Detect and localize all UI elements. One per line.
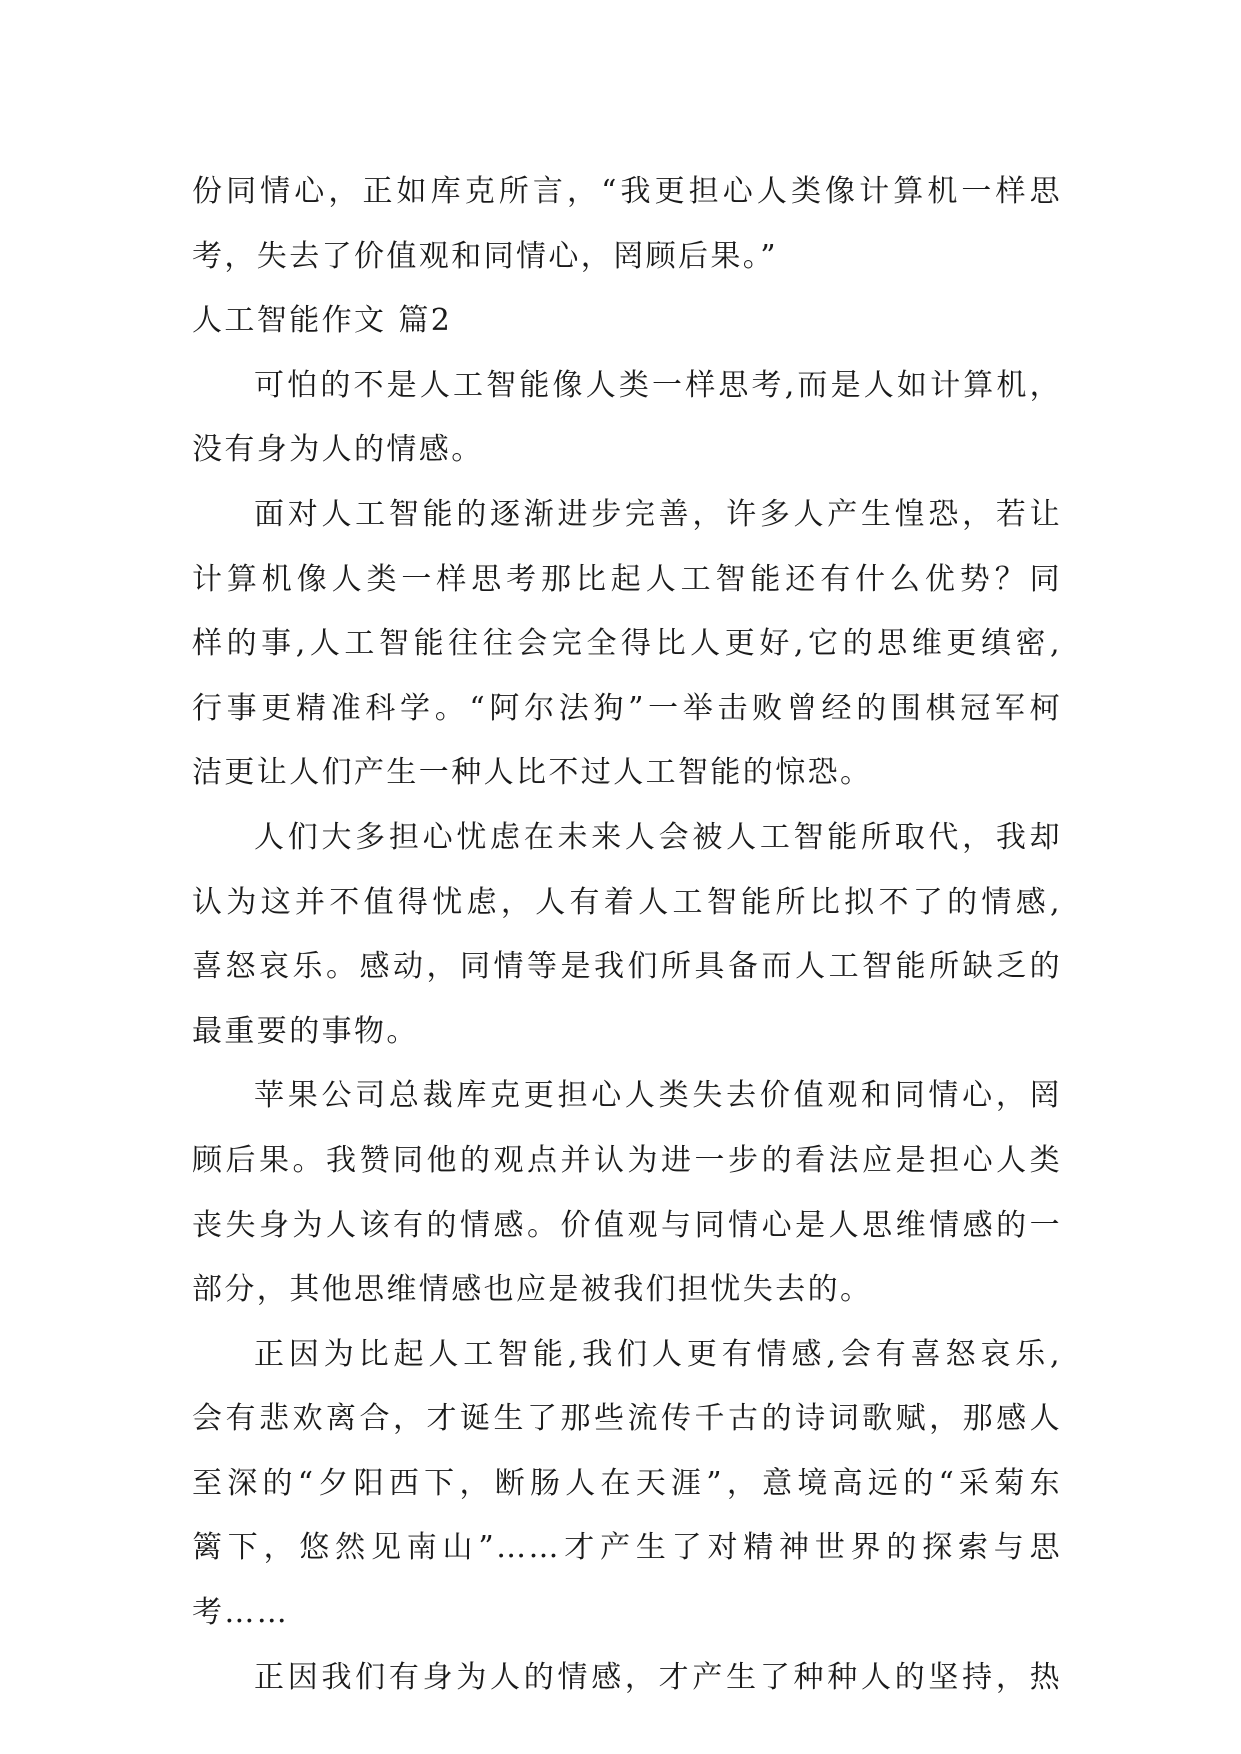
text-line: 苹果公司总裁库克更担心人类失去价值观和同情心，罔	[254, 1078, 1062, 1114]
paragraph	[192, 1064, 1062, 1322]
document-body	[192, 160, 1062, 1710]
text-line: 洁更让人们产生一种人比不过人工智能的惊恐。	[192, 755, 873, 791]
text-line: 面对人工智能的逐渐进步完善，许多人产生惶恐，若让	[254, 496, 1062, 532]
text-line: 丧失身为人该有的情感。价值观与同情心是人思维情感的一	[192, 1207, 1062, 1243]
text-line: 计算机像人类一样思考那比起人工智能还有什么优势？同	[192, 561, 1062, 597]
text-line: 部分，其他思维情感也应是被我们担忧失去的。	[192, 1272, 873, 1308]
text-line: 样的事,人工智能往往会完全得比人更好,它的思维更缜密,	[192, 626, 1062, 662]
paragraph	[192, 1323, 1062, 1646]
text-line: 认为这并不值得忧虑，人有着人工智能所比拟不了的情感,	[192, 884, 1062, 920]
paragraph	[192, 483, 1062, 806]
paragraph	[192, 354, 1062, 483]
text-line: 考，失去了价值观和同情心，罔顾后果。”	[192, 238, 778, 274]
text-line: 考……	[192, 1595, 290, 1631]
paragraph	[192, 1646, 1062, 1711]
intro-paragraph	[192, 160, 1062, 289]
text-line: 人们大多担心忧虑在未来人会被人工智能所取代，我却	[254, 819, 1062, 855]
text-line: 会有悲欢离合，才诞生了那些流传千古的诗词歌赋，那感人	[192, 1401, 1062, 1437]
text-line: 可怕的不是人工智能像人类一样思考,而是人如计算机，	[254, 367, 1062, 403]
text-line: 顾后果。我赞同他的观点并认为进一步的看法应是担心人类	[192, 1142, 1062, 1178]
text-line: 没有身为人的情感。	[192, 432, 484, 468]
paragraph	[192, 806, 1062, 1064]
section-heading: 人工智能作文 篇2	[192, 303, 453, 339]
text-line: 正因我们有身为人的情感，才产生了种种人的坚持，热	[254, 1659, 1062, 1695]
text-line: 最重要的事物。	[192, 1013, 419, 1049]
text-line: 喜怒哀乐。感动，同情等是我们所具备而人工智能所缺乏的	[192, 949, 1062, 985]
text-line: 份同情心，正如库克所言，“我更担心人类像计算机一样思	[192, 174, 1062, 209]
text-line: 至深的“夕阳西下，断肠人在天涯”，意境高远的“采菊东	[192, 1465, 1062, 1501]
text-line: 行事更精准科学。“阿尔法狗”一举击败曾经的围棋冠军柯	[192, 690, 1062, 726]
text-line: 正因为比起人工智能,我们人更有情感,会有喜怒哀乐,	[254, 1336, 1062, 1372]
text-line: 篱下，悠然见南山”……才产生了对精神世界的探索与思	[192, 1530, 1062, 1566]
